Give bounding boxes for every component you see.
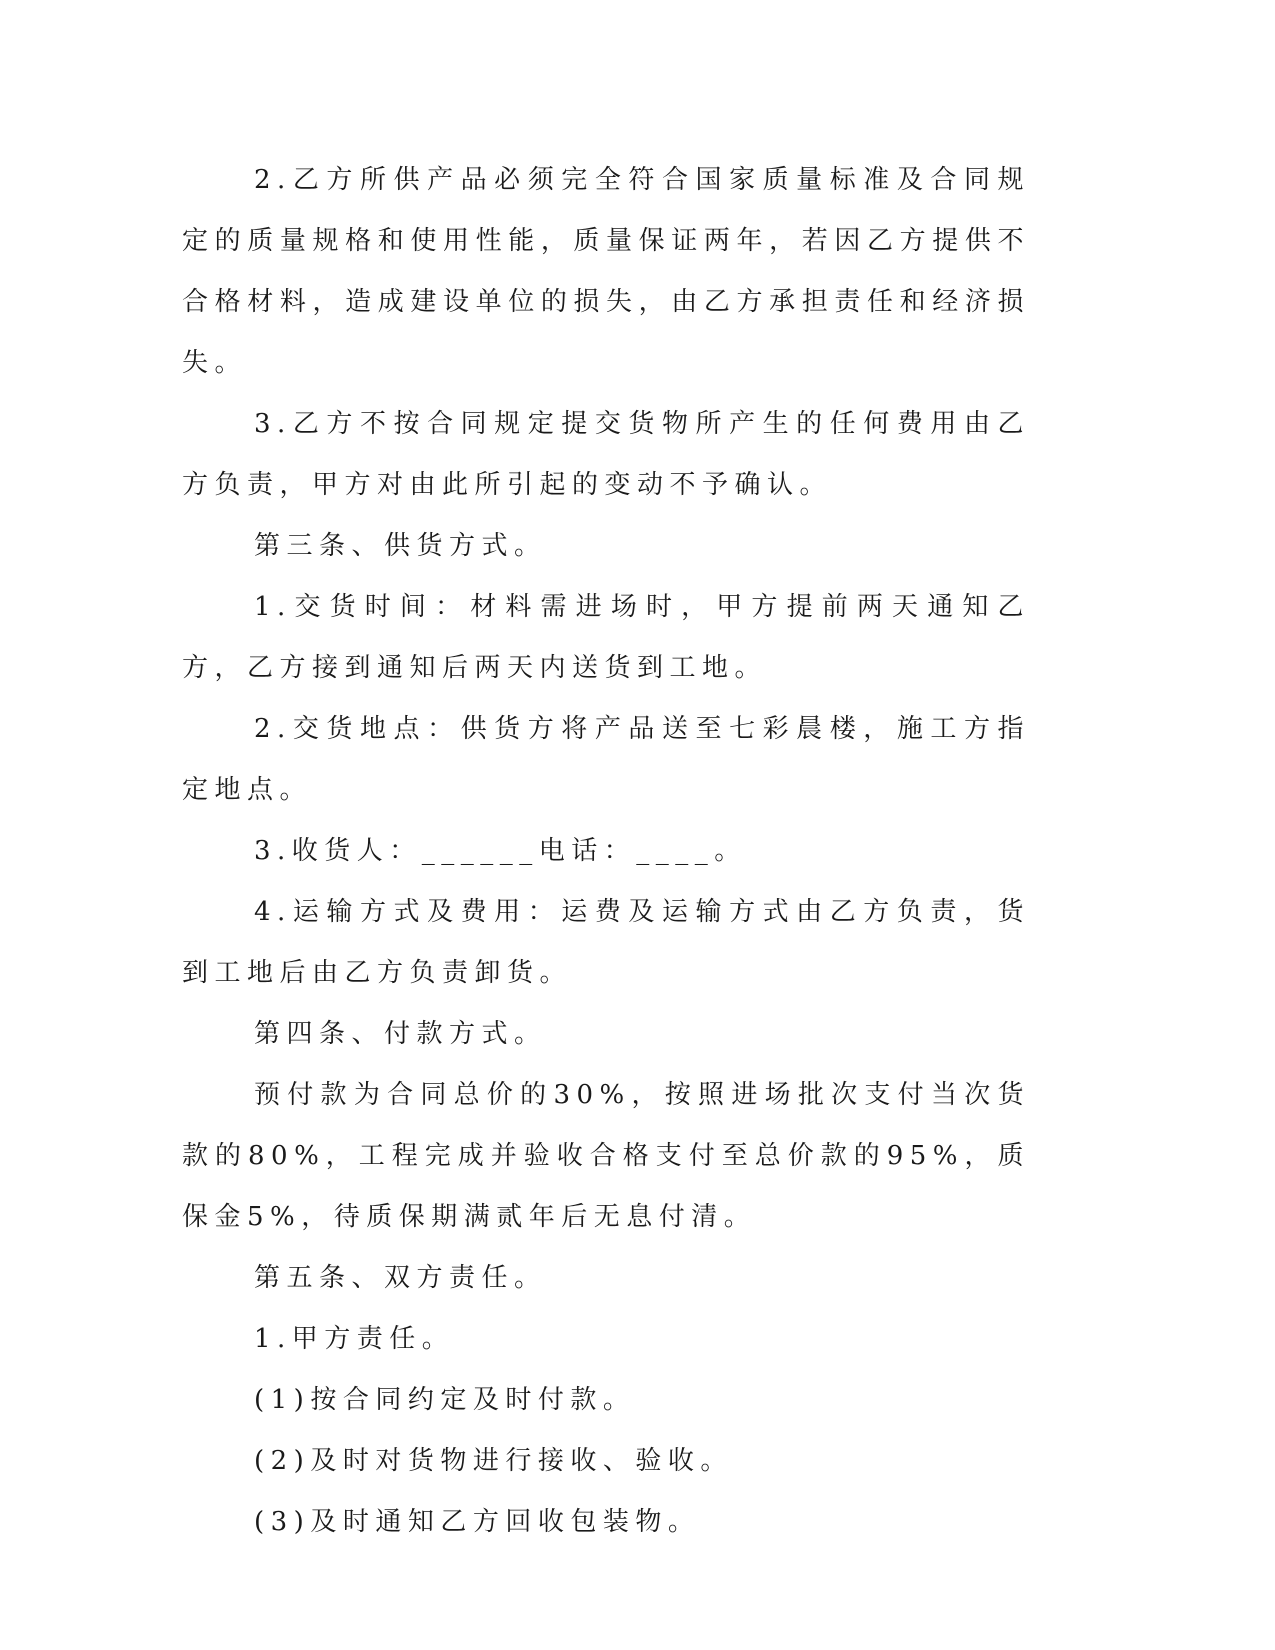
document-body <box>182 150 1030 1553</box>
list-item-notify-packaging: (3)及时通知乙方回收包装物。 <box>254 1507 701 1537</box>
paragraph-delivery-cost-liability: 3.乙方不按合同规定提交货物所产生的任何费用由乙方负责，甲方对由此所引起的变动不予确认。 <box>182 409 1030 500</box>
list-item-receive-goods: (2)及时对货物进行接收、验收。 <box>254 1446 733 1476</box>
paragraph-payment-terms: 预付款为合同总价的30%，按照进场批次支付当次货款的80%，工程完成并验收合格支付至总价款的95%，质保金5%，待质保期满贰年后无息付清。 <box>182 1080 1030 1232</box>
paragraph-delivery-time: 1.交货时间：材料需进场时，甲方提前两天通知乙方，乙方接到通知后两天内送货到工地。 <box>182 592 1030 683</box>
paragraph-quality-standard: 2.乙方所供产品必须完全符合国家质量标准及合同规定的质量规格和使用性能，质量保证两年，若因乙方提供不合格材料，造成建设单位的损失，由乙方承担责任和经济损失。 <box>182 165 1030 378</box>
heading-article-three: 第三条、供货方式。 <box>254 531 547 561</box>
heading-article-five: 第五条、双方责任。 <box>254 1263 547 1293</box>
paragraph-delivery-location: 2.交货地点：供货方将产品送至七彩晨楼，施工方指定地点。 <box>182 714 1030 805</box>
subheading-party-a-responsibility: 1.甲方责任。 <box>254 1324 455 1354</box>
paragraph-consignee: 3.收货人：______电话：____。 <box>254 836 747 866</box>
list-item-pay-on-time: (1)按合同约定及时付款。 <box>254 1385 636 1415</box>
heading-article-four: 第四条、付款方式。 <box>254 1019 547 1049</box>
paragraph-transport: 4.运输方式及费用：运费及运输方式由乙方负责，货到工地后由乙方负责卸货。 <box>182 897 1030 988</box>
